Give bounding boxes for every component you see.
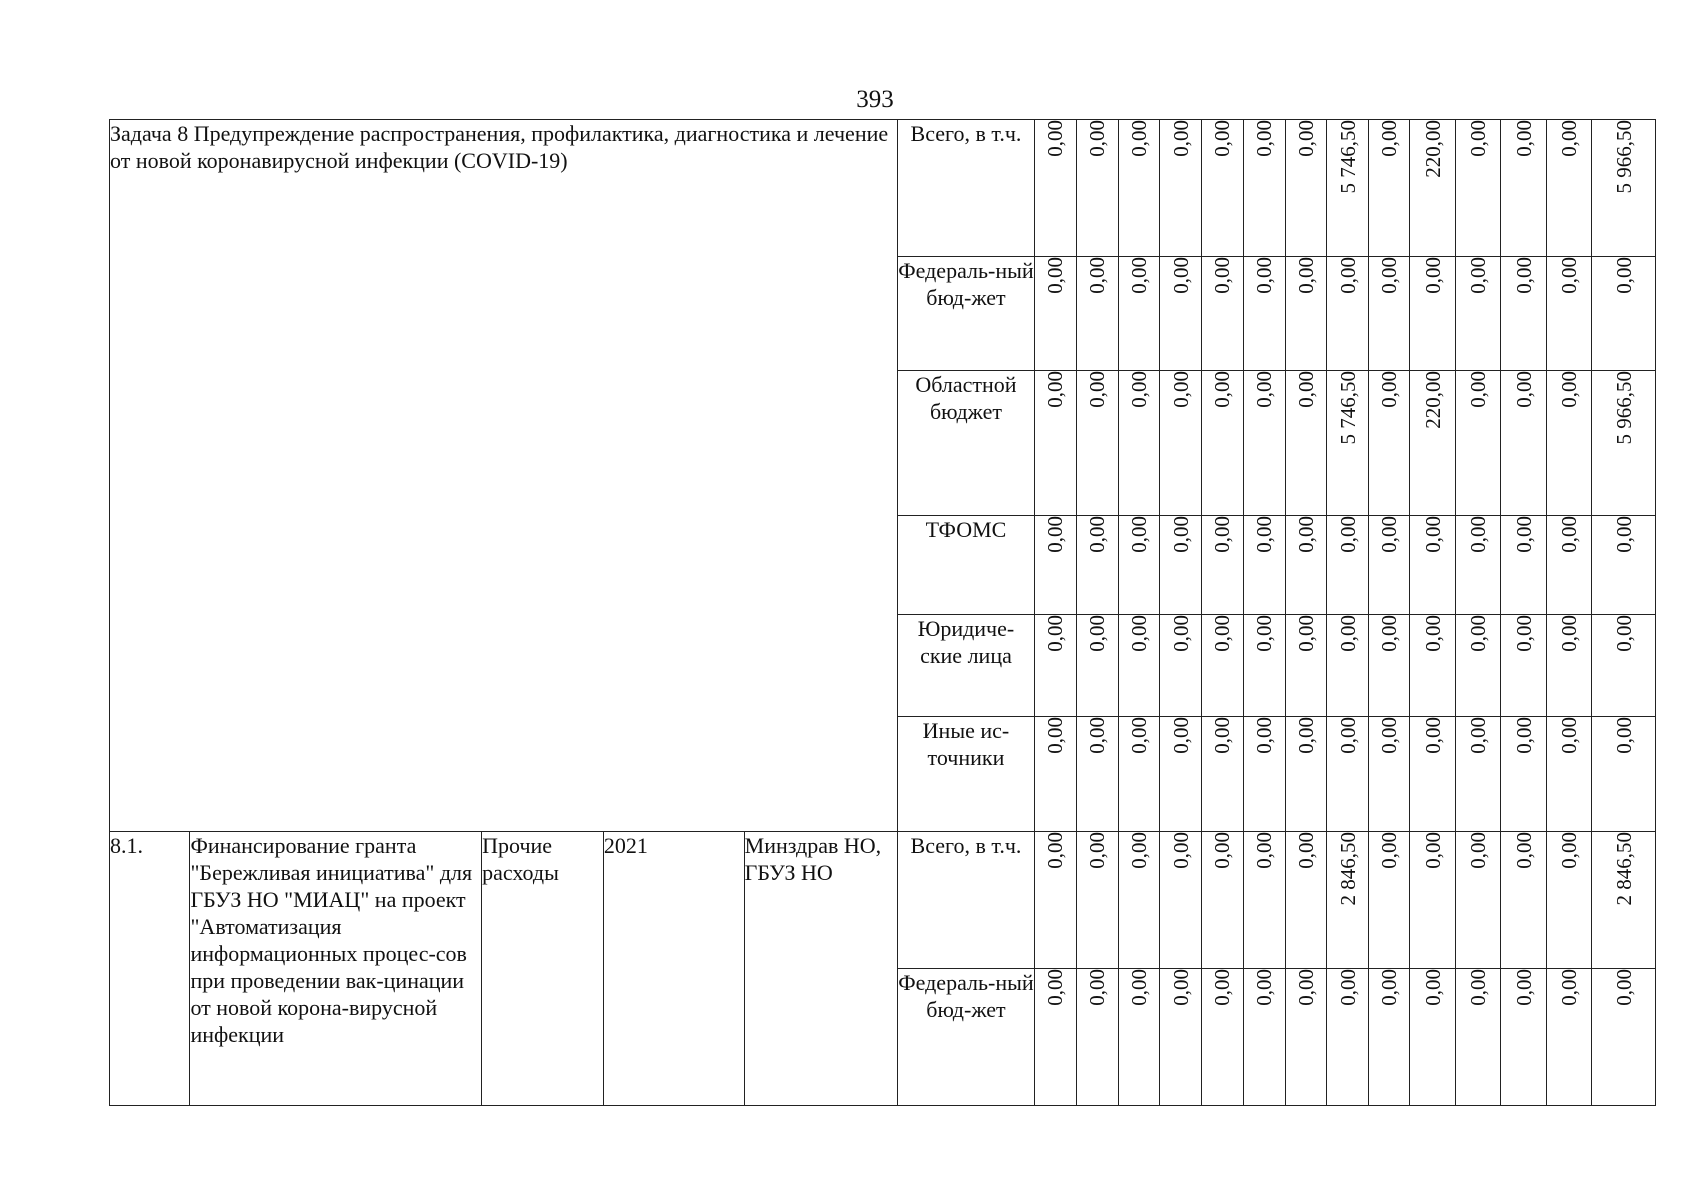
value-text: 0,00 — [1335, 969, 1360, 1006]
value-cell — [1369, 371, 1410, 516]
value-cell — [1160, 832, 1202, 969]
value-text: 0,00 — [1168, 717, 1193, 754]
value-cell — [1035, 832, 1076, 969]
value-text: 5 966,50 — [1611, 120, 1636, 194]
value-cell — [1592, 257, 1656, 371]
value-cell — [1327, 615, 1369, 717]
value-cell — [1243, 969, 1285, 1106]
value-text: 0,00 — [1420, 257, 1445, 294]
value-text: 0,00 — [1085, 371, 1110, 408]
value-text: 0,00 — [1126, 717, 1151, 754]
value-text: 0,00 — [1252, 516, 1277, 553]
value-cell — [1455, 615, 1500, 717]
value-cell — [1118, 120, 1159, 257]
value-cell — [1118, 832, 1159, 969]
value-text: 0,00 — [1420, 717, 1445, 754]
value-cell — [1500, 120, 1546, 257]
value-text: 0,00 — [1420, 615, 1445, 652]
value-text: 0,00 — [1168, 257, 1193, 294]
value-text: 0,00 — [1377, 615, 1402, 652]
value-text: 0,00 — [1043, 120, 1068, 157]
value-cell — [1243, 717, 1285, 832]
value-cell — [1160, 717, 1202, 832]
value-text: 0,00 — [1377, 120, 1402, 157]
item-number: 8.1. — [110, 832, 190, 1106]
value-cell — [1410, 832, 1455, 969]
value-text: 0,00 — [1557, 257, 1582, 294]
value-text: 0,00 — [1465, 717, 1490, 754]
value-text: 0,00 — [1293, 969, 1318, 1006]
value-cell — [1285, 257, 1326, 371]
value-cell — [1035, 717, 1076, 832]
funding-source: Юридиче-ские лица — [897, 615, 1035, 717]
value-text: 0,00 — [1377, 516, 1402, 553]
value-text: 0,00 — [1557, 615, 1582, 652]
value-cell — [1285, 120, 1326, 257]
value-text: 0,00 — [1168, 120, 1193, 157]
value-cell — [1076, 371, 1118, 516]
value-cell — [1202, 615, 1243, 717]
value-text: 0,00 — [1043, 832, 1068, 869]
value-cell — [1285, 516, 1326, 615]
value-cell — [1327, 717, 1369, 832]
value-cell — [1243, 257, 1285, 371]
value-text: 0,00 — [1465, 832, 1490, 869]
value-text: 0,00 — [1126, 120, 1151, 157]
value-cell — [1455, 969, 1500, 1106]
value-text: 0,00 — [1293, 257, 1318, 294]
value-cell — [1369, 615, 1410, 717]
value-text: 0,00 — [1293, 832, 1318, 869]
value-cell — [1285, 615, 1326, 717]
funding-source: Федераль-ный бюд-жет — [897, 969, 1035, 1106]
value-cell — [1243, 371, 1285, 516]
value-cell — [1369, 717, 1410, 832]
value-cell — [1592, 615, 1656, 717]
value-text: 0,00 — [1377, 257, 1402, 294]
value-text: 0,00 — [1511, 257, 1536, 294]
value-text: 0,00 — [1335, 257, 1360, 294]
value-text: 0,00 — [1043, 516, 1068, 553]
value-cell — [1076, 257, 1118, 371]
value-text: 0,00 — [1043, 717, 1068, 754]
value-cell — [1327, 832, 1369, 969]
value-text: 0,00 — [1557, 516, 1582, 553]
value-cell — [1118, 257, 1159, 371]
value-cell — [1592, 516, 1656, 615]
value-cell — [1035, 120, 1076, 257]
page-number: 393 — [856, 86, 894, 113]
value-cell — [1076, 120, 1118, 257]
value-text: 5 746,50 — [1335, 120, 1360, 194]
value-cell — [1118, 371, 1159, 516]
value-cell — [1592, 371, 1656, 516]
value-cell — [1410, 717, 1455, 832]
value-cell — [1076, 832, 1118, 969]
value-text: 0,00 — [1252, 120, 1277, 157]
value-text: 0,00 — [1168, 371, 1193, 408]
value-text: 0,00 — [1293, 371, 1318, 408]
value-text: 5 746,50 — [1335, 371, 1360, 445]
value-text: 0,00 — [1611, 516, 1636, 553]
value-text: 0,00 — [1377, 832, 1402, 869]
value-text: 2 846,50 — [1611, 832, 1636, 906]
value-cell — [1202, 717, 1243, 832]
value-cell — [1547, 832, 1592, 969]
value-cell — [1500, 969, 1546, 1106]
value-text: 0,00 — [1377, 969, 1402, 1006]
value-text: 0,00 — [1210, 516, 1235, 553]
item-row — [110, 832, 1656, 969]
value-cell — [1076, 615, 1118, 717]
value-text: 0,00 — [1557, 371, 1582, 408]
value-text: 0,00 — [1126, 615, 1151, 652]
value-text: 0,00 — [1293, 516, 1318, 553]
value-cell — [1202, 371, 1243, 516]
value-text: 0,00 — [1465, 120, 1490, 157]
value-cell — [1327, 120, 1369, 257]
value-cell — [1547, 257, 1592, 371]
value-cell — [1455, 516, 1500, 615]
value-text: 0,00 — [1252, 717, 1277, 754]
value-cell — [1118, 717, 1159, 832]
value-text: 0,00 — [1293, 717, 1318, 754]
funding-source: Федераль-ный бюд-жет — [897, 257, 1035, 371]
value-cell — [1369, 516, 1410, 615]
value-cell — [1243, 615, 1285, 717]
value-text: 0,00 — [1043, 257, 1068, 294]
value-text: 0,00 — [1085, 615, 1110, 652]
value-text: 0,00 — [1252, 615, 1277, 652]
value-text: 2 846,50 — [1335, 832, 1360, 906]
value-cell — [1035, 371, 1076, 516]
value-text: 0,00 — [1210, 615, 1235, 652]
value-cell — [1160, 615, 1202, 717]
value-text: 0,00 — [1210, 371, 1235, 408]
value-cell — [1592, 969, 1656, 1106]
value-text: 0,00 — [1377, 717, 1402, 754]
item-name: Финансирование гранта "Бережливая инициатива" для ГБУЗ НО "МИАЦ" на проект "Автоматизация информационных процес-сов при проведении вак-цинации от новой корона-вирусной инфекции — [190, 832, 482, 1106]
value-text: 0,00 — [1557, 120, 1582, 157]
value-text: 220,00 — [1420, 371, 1445, 429]
value-text: 0,00 — [1085, 120, 1110, 157]
value-cell — [1035, 516, 1076, 615]
value-cell — [1455, 717, 1500, 832]
value-text: 0,00 — [1465, 371, 1490, 408]
value-cell — [1455, 371, 1500, 516]
value-cell — [1285, 969, 1326, 1106]
value-cell — [1547, 717, 1592, 832]
value-text: 0,00 — [1085, 969, 1110, 1006]
value-text: 0,00 — [1335, 717, 1360, 754]
value-cell — [1327, 257, 1369, 371]
value-text: 5 966,50 — [1611, 371, 1636, 445]
value-text: 0,00 — [1085, 832, 1110, 869]
value-cell — [1547, 371, 1592, 516]
value-text: 0,00 — [1126, 969, 1151, 1006]
value-text: 0,00 — [1465, 257, 1490, 294]
value-text: 0,00 — [1085, 717, 1110, 754]
value-cell — [1500, 257, 1546, 371]
value-cell — [1160, 371, 1202, 516]
value-text: 0,00 — [1511, 371, 1536, 408]
value-text: 0,00 — [1126, 371, 1151, 408]
value-cell — [1285, 832, 1326, 969]
value-cell — [1410, 615, 1455, 717]
value-cell — [1592, 832, 1656, 969]
value-text: 0,00 — [1168, 832, 1193, 869]
value-cell — [1160, 516, 1202, 615]
funding-source: Областной бюджет — [897, 371, 1035, 516]
item-year: 2021 — [603, 832, 744, 1106]
value-cell — [1076, 516, 1118, 615]
value-cell — [1500, 615, 1546, 717]
value-cell — [1592, 120, 1656, 257]
value-text: 0,00 — [1465, 516, 1490, 553]
value-text: 0,00 — [1252, 371, 1277, 408]
value-cell — [1410, 371, 1455, 516]
value-text: 0,00 — [1168, 615, 1193, 652]
value-cell — [1410, 257, 1455, 371]
value-text: 0,00 — [1210, 832, 1235, 869]
value-text: 0,00 — [1557, 969, 1582, 1006]
value-text: 220,00 — [1420, 120, 1445, 178]
value-cell — [1455, 120, 1500, 257]
value-cell — [1547, 615, 1592, 717]
value-cell — [1547, 516, 1592, 615]
value-cell — [1160, 257, 1202, 371]
value-cell — [1369, 120, 1410, 257]
value-text: 0,00 — [1126, 516, 1151, 553]
value-text: 0,00 — [1168, 516, 1193, 553]
funding-source: Всего, в т.ч. — [897, 120, 1035, 257]
value-cell — [1369, 832, 1410, 969]
value-cell — [1327, 969, 1369, 1106]
value-cell — [1076, 969, 1118, 1106]
value-cell — [1547, 120, 1592, 257]
value-cell — [1285, 717, 1326, 832]
value-cell — [1035, 969, 1076, 1106]
value-cell — [1410, 969, 1455, 1106]
value-text: 0,00 — [1043, 371, 1068, 408]
value-text: 0,00 — [1511, 615, 1536, 652]
value-text: 0,00 — [1420, 969, 1445, 1006]
value-text: 0,00 — [1085, 516, 1110, 553]
value-cell — [1202, 516, 1243, 615]
value-text: 0,00 — [1335, 516, 1360, 553]
value-text: 0,00 — [1085, 257, 1110, 294]
value-cell — [1160, 969, 1202, 1106]
value-text: 0,00 — [1126, 257, 1151, 294]
value-text: 0,00 — [1043, 969, 1068, 1006]
value-cell — [1369, 257, 1410, 371]
value-cell — [1369, 969, 1410, 1106]
value-text: 0,00 — [1420, 832, 1445, 869]
value-text: 0,00 — [1511, 717, 1536, 754]
value-cell — [1035, 615, 1076, 717]
value-cell — [1202, 832, 1243, 969]
value-text: 0,00 — [1210, 120, 1235, 157]
value-cell — [1285, 371, 1326, 516]
value-text: 0,00 — [1293, 120, 1318, 157]
value-text: 0,00 — [1611, 969, 1636, 1006]
value-cell — [1243, 832, 1285, 969]
value-cell — [1035, 257, 1076, 371]
value-text: 0,00 — [1252, 969, 1277, 1006]
task-row — [110, 120, 1656, 257]
funding-source: ТФОМС — [897, 516, 1035, 615]
expense-type: Прочие расходы — [482, 832, 604, 1106]
value-text: 0,00 — [1465, 615, 1490, 652]
funding-source: Иные ис-точники — [897, 717, 1035, 832]
value-cell — [1118, 516, 1159, 615]
value-cell — [1076, 717, 1118, 832]
item-executor: Минздрав НО, ГБУЗ НО — [744, 832, 897, 1106]
value-cell — [1202, 120, 1243, 257]
value-cell — [1118, 615, 1159, 717]
value-cell — [1160, 120, 1202, 257]
value-text: 0,00 — [1465, 969, 1490, 1006]
value-cell — [1500, 516, 1546, 615]
value-text: 0,00 — [1611, 615, 1636, 652]
value-cell — [1202, 969, 1243, 1106]
value-text: 0,00 — [1168, 969, 1193, 1006]
value-cell — [1500, 371, 1546, 516]
value-cell — [1547, 969, 1592, 1106]
value-cell — [1243, 516, 1285, 615]
value-text: 0,00 — [1252, 832, 1277, 869]
value-text: 0,00 — [1293, 615, 1318, 652]
value-cell — [1455, 257, 1500, 371]
value-text: 0,00 — [1252, 257, 1277, 294]
value-cell — [1243, 120, 1285, 257]
value-text: 0,00 — [1611, 717, 1636, 754]
value-text: 0,00 — [1557, 832, 1582, 869]
value-text: 0,00 — [1511, 832, 1536, 869]
value-text: 0,00 — [1043, 615, 1068, 652]
value-cell — [1500, 717, 1546, 832]
value-cell — [1410, 516, 1455, 615]
value-text: 0,00 — [1210, 257, 1235, 294]
value-cell — [1455, 832, 1500, 969]
value-text: 0,00 — [1420, 516, 1445, 553]
value-cell — [1500, 832, 1546, 969]
value-cell — [1592, 717, 1656, 832]
value-cell — [1202, 257, 1243, 371]
value-cell — [1118, 969, 1159, 1106]
value-text: 0,00 — [1611, 257, 1636, 294]
funding-source: Всего, в т.ч. — [897, 832, 1035, 969]
value-text: 0,00 — [1210, 717, 1235, 754]
value-text: 0,00 — [1126, 832, 1151, 869]
value-text: 0,00 — [1335, 615, 1360, 652]
value-text: 0,00 — [1511, 969, 1536, 1006]
task-title: Задача 8 Предупреждение распространения, профилактика, диагностика и лечение от новой коронавирусной инфекции (COVID-19) — [110, 120, 898, 832]
budget-table — [109, 119, 1656, 1106]
value-cell — [1327, 371, 1369, 516]
value-text: 0,00 — [1210, 969, 1235, 1006]
value-cell — [1410, 120, 1455, 257]
value-text: 0,00 — [1511, 120, 1536, 157]
value-cell — [1327, 516, 1369, 615]
value-text: 0,00 — [1377, 371, 1402, 408]
value-text: 0,00 — [1511, 516, 1536, 553]
value-text: 0,00 — [1557, 717, 1582, 754]
